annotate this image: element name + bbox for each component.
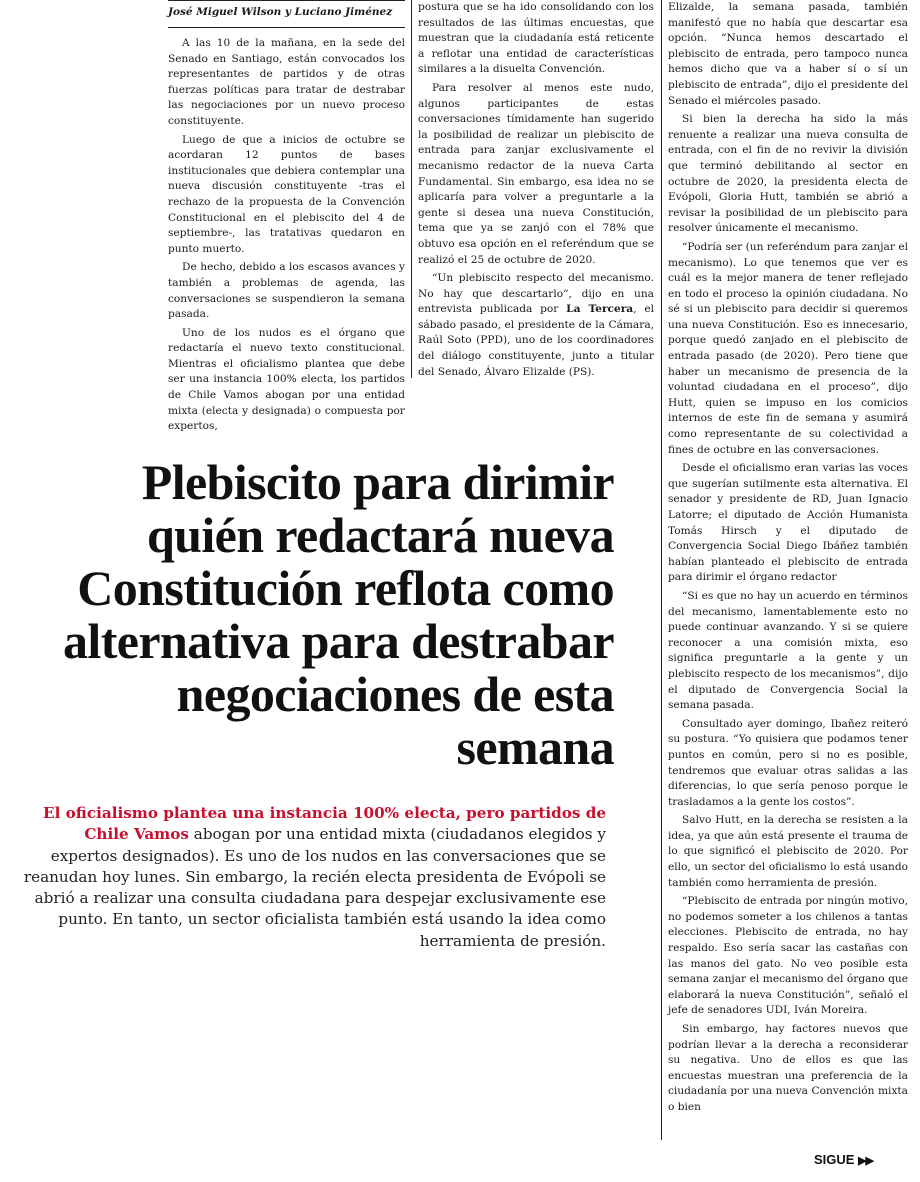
paragraph: Consultado ayer domingo, Ibañez reiteró su postura. “Yo quisiera que podamos tener puntos en común, pero si no es posible, tendremos que evaluar otras salidas a las diferencias, lo que sería penoso porque le trasladamos a la gente los costos”. <box>668 717 908 808</box>
column-divider <box>411 0 412 378</box>
paragraph-text: “Un plebiscito respecto del mecanismo. No hay que descartarlo”, dijo en una entrevista publicada por <box>418 272 654 316</box>
paragraph: Si bien la derecha ha sido la más renuente a realizar una nueva consulta de entrada, con el fin de no revivir la división que terminó debilitando al sector en octubre de 2020, la presidenta electa de Evópoli, Gloria Hutt, también se abrió a revisar la posibilidad de un plebiscito para resolver únicamente el mecanismo. <box>668 113 908 235</box>
paragraph: “Plebiscito de entrada por ningún motivo, no podemos someter a los chilenos a tantas elecciones. Plebiscito de entrada, no hay respaldo. Eso sería sacar las castañas con las manos del gato. No veo posible esta semana zanjar el mecanismo del órgano que elaborará la nueva Constitución”, señaló el jefe de senadores UDI, Iván Moreira. <box>668 895 908 1017</box>
paragraph: Desde el oficialismo eran varias las voces que sugerían sutilmente esta alternativa. El senador y presidente de RD, Juan Ignacio Latorre; el diputado de Acción Humanista Tomás Hirsch y el diputado de Convergencia Social Diego Ibáñez también habían planteado el plebiscito de entrada para dirimir el órgano redactor <box>668 462 908 584</box>
paragraph-text: , el sábado pasado, el presidente de la Cámara, Raúl Soto (PPD), uno de los coordinadores del diálogo constituyente, junto a titular del Senado, Álvaro Elizalde (PS). <box>418 303 654 378</box>
paragraph: Salvo Hutt, en la derecha se resisten a la idea, ya que aún está presente el trauma de lo que significó el plebiscito de 2020. Por ello, un sector del oficialismo lo está usando también como herramienta de presión. <box>668 814 908 889</box>
deck-highlight: El oficialismo plantea una instancia 100% electa, pero partidos de Chile Vamos <box>43 804 606 844</box>
paragraph: Para resolver al menos este nudo, algunos participantes de estas conversaciones tímidamente han sugerido la posibilidad de realizar un plebiscito de entrada para zanjar exclusivamente el mecanismo redactor de la nueva Carta Fundamental. Sin embargo, esa idea no se aplicaría para volver a preguntarle a la gente si desea una nueva Constitución, tema que ya se zanjó con el 78% que obtuvo esa opción en el referéndum que se realizó el 25 de octubre de 2020. <box>418 81 654 266</box>
paragraph: Sin embargo, hay factores nuevos que podrían llevar a la derecha a reconsiderar su negativa. Uno de ellos es que las encuestas muestran una preferencia de la ciudadanía por una nueva Convención mixta o bien <box>668 1023 908 1113</box>
deck <box>16 803 606 952</box>
paragraph: “Si es que no hay un acuerdo en términos del mecanismo, lamentablemente esto no puede continuar avanzando. Y si se quiere reconocer a una comisión mixta, eso significa preguntarle a la gente y un plebiscito respecto de los mecanismos”, dijo el diputado de Convergencia Social la semana pasada. <box>668 589 908 712</box>
byline-rule <box>168 0 405 1</box>
article-column-1 <box>168 36 405 438</box>
paragraph: De hecho, debido a los escasos avances y también a problemas de agenda, las conversaciones se suspendieron la semana pasada. <box>168 261 405 321</box>
article-column-3 <box>668 0 908 1119</box>
paragraph: Luego de que a inicios de octubre se acordaran 12 puntos de bases institucionales que debiera contemplar una nueva discusión constituyente -tras el rechazo de la propuesta de la Convención Constitucional en el plebiscito del 4 de septiembre-, las tratativas quedaron en punto muerto. <box>168 133 405 255</box>
headline: Plebiscito para dirimir quién redactará nueva Constitución reflota como alternativa para destrabar negociaciones de esta semana <box>63 454 614 775</box>
byline: José Miguel Wilson y Luciano Jiménez <box>168 6 393 18</box>
paragraph: “Podría ser (un referéndum para zanjar el mecanismo). Lo que tenemos que ver es cuál es la mejor manera de tener reflejado en todo el proceso la opinión ciudadana. No sé si un plebiscito para decidir si queremos una nueva Constitución. Eso es innecesario, porque quedó zanjado en el plebiscito de entrada pasado (de 2020). Pero tiene que haber un mecanismo de presencia de la voluntad ciudadana en el proceso”, dijo Hutt, quien se impuso en los comicios internos de este fin de semana y asumirá como representante de su colectividad a fines de octubre en las conversaciones. <box>668 240 908 456</box>
paragraph: postura que se ha ido consolidando con los resultados de las últimas encuestas, que muestran que la ciudadanía está reticente a reflotar una entidad de características similares a la disuelta Convención. <box>418 1 654 76</box>
paragraph <box>418 271 654 380</box>
byline-bottom-rule <box>168 27 405 28</box>
newspaper-name: La Tercera <box>566 303 634 316</box>
sigue-text: SIGUE <box>814 1152 855 1167</box>
continues-label <box>814 1152 873 1167</box>
deck-text: abogan por una entidad mixta (ciudadanos elegidos y expertos designados). Es uno de los nudos en las conversaciones que se reanudan hoy lunes. Sin embargo, la recién electa presidenta de Evópoli se abrió a realizar una consulta ciudadana para despejar exclusivamente ese punto. En tanto, un sector oficialista también está usando la idea como herramienta de presión. <box>23 825 606 950</box>
paragraph: A las 10 de la mañana, en la sede del Senado en Santiago, están convocados los representantes de partidos y de otras fuerzas políticas para tratar de destrabar las negociaciones por un nuevo proceso constituyente. <box>168 37 405 127</box>
article-column-2 <box>418 0 654 383</box>
paragraph: Uno de los nudos es el órgano que redactaría el nuevo texto constitucional. Mientras el oficialismo plantea que debe ser una instancia 100% electa, los partidos de Chile Vamos abogan por una entidad mixta (electa y designada) o compuesta por expertos, <box>168 326 405 433</box>
column-divider <box>661 0 662 1140</box>
double-arrow-icon: ▶▶ <box>858 1155 874 1167</box>
paragraph: Elizalde, la semana pasada, también manifestó que no había que descartar esa opción. “Nunca hemos descartado el plebiscito de entrada, pero tampoco nunca hemos dicho que va a haber sí o sí un plebiscito de entrada”, dijo el presidente del Senado el miércoles pasado. <box>668 1 908 107</box>
